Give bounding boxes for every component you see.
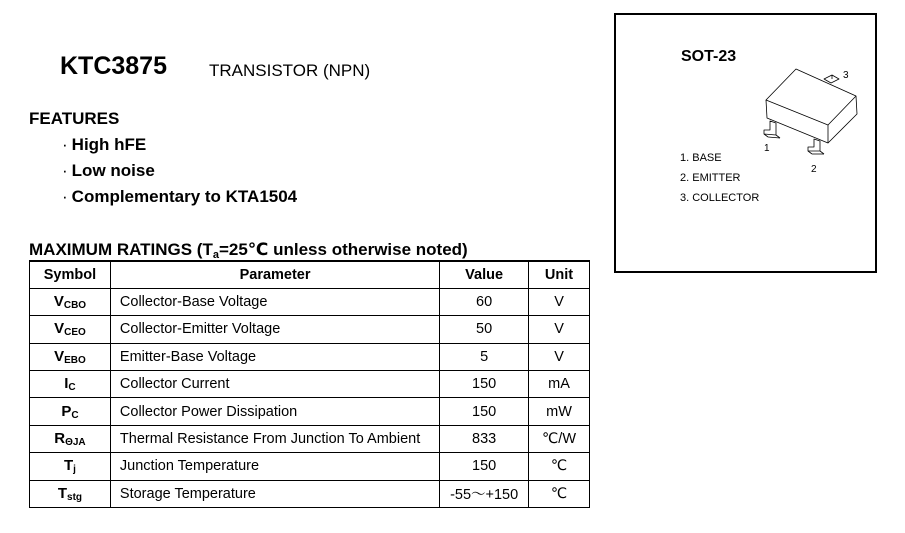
symbol-cell: $V_{CEO}$ bbox=[30, 316, 111, 343]
unit-cell: ℃/W bbox=[529, 425, 590, 452]
pin-label: 2. EMITTER bbox=[680, 172, 741, 184]
symbol-cell: $I_C$ bbox=[30, 371, 111, 398]
value-cell: 5 bbox=[440, 343, 529, 370]
pin-number-1: 1 bbox=[764, 143, 770, 154]
ratings-heading: MAXIMUM RATINGS ($T_a=25℃$ unless otherwise noted) bbox=[29, 240, 468, 261]
parameter-cell: Collector Current bbox=[110, 371, 439, 398]
table-row bbox=[30, 371, 590, 398]
package-name: SOT-23 bbox=[681, 48, 737, 65]
table-row bbox=[30, 398, 590, 425]
symbol-cell: $P_C$ bbox=[30, 398, 111, 425]
value-cell: 150 bbox=[440, 371, 529, 398]
symbol-cell: $T_j$ bbox=[30, 453, 111, 480]
ratings-table bbox=[29, 260, 590, 508]
parameter-cell: Collector-Emitter Voltage bbox=[110, 316, 439, 343]
pin-label: 1. BASE bbox=[680, 152, 722, 164]
pin-number-2: 2 bbox=[811, 164, 817, 175]
value-cell: 60 bbox=[440, 288, 529, 315]
value-cell: 150 bbox=[440, 453, 529, 480]
table-row bbox=[30, 453, 590, 480]
symbol-cell: $T_{stg}$ bbox=[30, 480, 111, 507]
symbol-cell: $V_{CBO}$ bbox=[30, 288, 111, 315]
value-cell: 150 bbox=[440, 398, 529, 425]
value-cell: -55～+150 bbox=[440, 480, 529, 507]
parameter-cell: Collector Power Dissipation bbox=[110, 398, 439, 425]
parameter-cell: Collector-Base Voltage bbox=[110, 288, 439, 315]
table-row bbox=[30, 480, 590, 507]
sot23-package-icon bbox=[746, 63, 866, 178]
unit-cell: mA bbox=[529, 371, 590, 398]
table-row bbox=[30, 316, 590, 343]
value-cell: 50 bbox=[440, 316, 529, 343]
feature-item: · Low noise bbox=[62, 161, 155, 180]
table-row bbox=[30, 343, 590, 370]
column-header-parameter: Parameter bbox=[110, 261, 439, 288]
symbol-cell: $R_{\Theta JA}$ bbox=[30, 425, 111, 452]
symbol-cell: $V_{EBO}$ bbox=[30, 343, 111, 370]
parameter-cell: Emitter-Base Voltage bbox=[110, 343, 439, 370]
unit-cell: V bbox=[529, 288, 590, 315]
pin-number-3: 3 bbox=[843, 70, 849, 81]
feature-item: · High hFE bbox=[62, 135, 147, 154]
table-row bbox=[30, 288, 590, 315]
unit-cell: V bbox=[529, 343, 590, 370]
table-header-row bbox=[30, 261, 590, 288]
part-number: KTC3875 bbox=[60, 52, 167, 80]
unit-cell: ℃ bbox=[529, 480, 590, 507]
column-header-unit: Unit bbox=[529, 261, 590, 288]
parameter-cell: Thermal Resistance From Junction To Ambient bbox=[110, 425, 439, 452]
unit-cell: V bbox=[529, 316, 590, 343]
package-panel bbox=[614, 13, 877, 273]
features-heading: FEATURES bbox=[29, 109, 120, 128]
pin-label: 3. COLLECTOR bbox=[680, 192, 760, 204]
feature-item: · Complementary to KTA1504 bbox=[62, 187, 298, 206]
unit-cell: ℃ bbox=[529, 453, 590, 480]
column-header-symbol: Symbol bbox=[30, 261, 111, 288]
parameter-cell: Storage Temperature bbox=[110, 480, 439, 507]
unit-cell: mW bbox=[529, 398, 590, 425]
table-row bbox=[30, 425, 590, 452]
column-header-value: Value bbox=[440, 261, 529, 288]
parameter-cell: Junction Temperature bbox=[110, 453, 439, 480]
part-type: TRANSISTOR (NPN) bbox=[209, 61, 371, 80]
value-cell: 833 bbox=[440, 425, 529, 452]
